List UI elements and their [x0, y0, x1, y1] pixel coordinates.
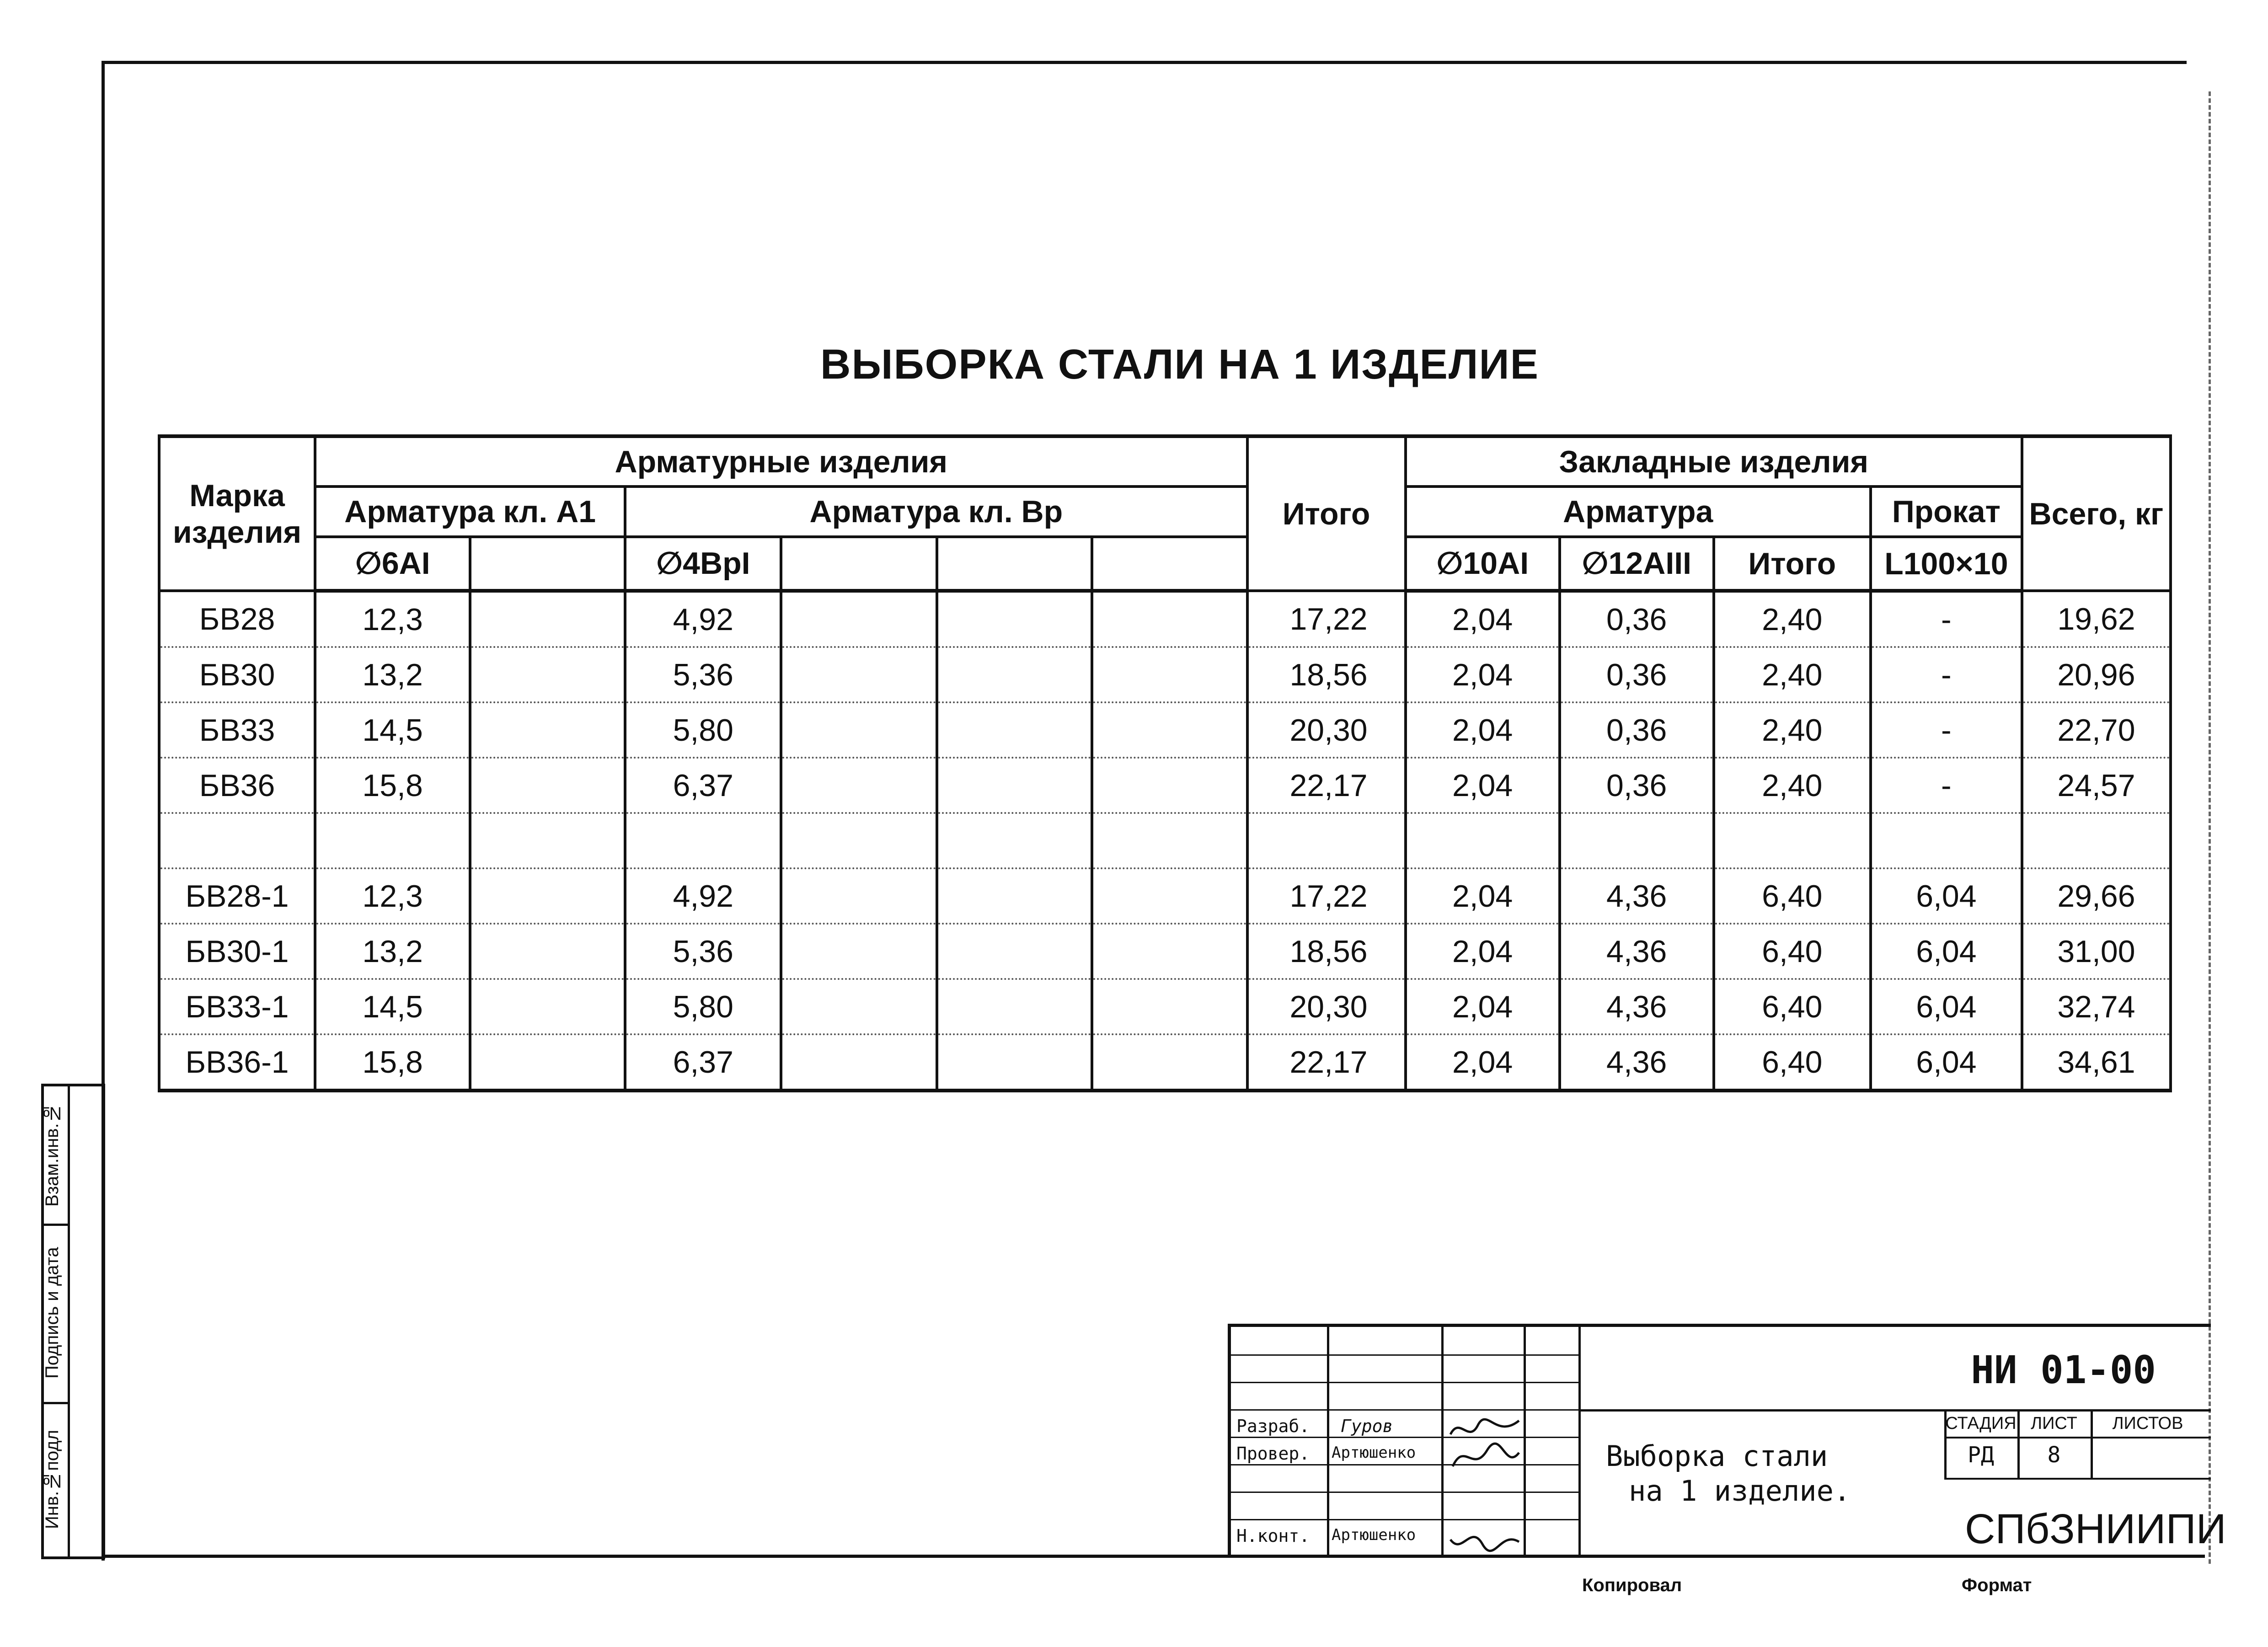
cell-d10: 2,04: [1406, 647, 1560, 702]
cell-d4: 6,37: [625, 1034, 781, 1091]
cell-itogo: 17,22: [1247, 591, 1406, 647]
cell-empty: [937, 924, 1092, 979]
cell-prokat: 6,04: [1871, 1034, 2022, 1091]
cell-total: 20,96: [2022, 647, 2171, 702]
cell-itogo-embedded: 6,40: [1714, 868, 1871, 924]
cell-mark: БВ36-1: [159, 1034, 315, 1091]
cell-mark: БВ33-1: [159, 979, 315, 1034]
cell-empty: [781, 924, 937, 979]
name-norm-control: Артюшенко: [1332, 1526, 1416, 1544]
table-row: [159, 924, 2171, 979]
stamp-row-line: [1231, 1354, 1578, 1356]
organization-name: СПбЗНИИПИ: [1965, 1506, 2226, 1552]
header-armatura: Арматура: [1406, 487, 1871, 537]
cell-itogo-embedded: 2,40: [1714, 758, 1871, 813]
cell-empty: [470, 1034, 625, 1091]
stamp-row-line: [1231, 1492, 1578, 1493]
cell-itogo: 20,30: [1247, 702, 1406, 758]
sheets-label: ЛИСТОВ: [2112, 1414, 2183, 1433]
cell-itogo: 18,56: [1247, 924, 1406, 979]
stage-label: СТАДИЯ: [1945, 1414, 2017, 1433]
cell-itogo-embedded: 6,40: [1714, 1034, 1871, 1091]
stamp-col-line: [1327, 1327, 1329, 1557]
stamp-col-line: [1524, 1327, 1526, 1557]
stamp-col-line: [1441, 1327, 1444, 1557]
cell-itogo-embedded: 2,40: [1714, 702, 1871, 758]
cell-d4: 5,36: [625, 924, 781, 979]
cell-empty: [937, 647, 1092, 702]
cell-d12: 0,36: [1560, 591, 1714, 647]
header-empty: [470, 537, 625, 591]
cell-prokat: 6,04: [1871, 868, 2022, 924]
cell-empty: [470, 924, 625, 979]
sheet-label: ЛИСТ: [2031, 1414, 2077, 1433]
cell-itogo: 22,17: [1247, 1034, 1406, 1091]
cell-empty: [781, 591, 937, 647]
cell-empty: [1092, 868, 1247, 924]
name-checker: Артюшенко: [1332, 1444, 1416, 1462]
footer-format: Формат: [1962, 1575, 2032, 1595]
table-row: [159, 647, 2171, 702]
header-total-kg: Всего, кг: [2022, 436, 2171, 591]
cell-empty: [470, 702, 625, 758]
page-title: ВЫБОРКА СТАЛИ НА 1 ИЗДЕЛИЕ: [820, 341, 1539, 388]
cell-empty: [1092, 924, 1247, 979]
cell-empty: [781, 647, 937, 702]
cell-empty: [781, 979, 937, 1034]
cell-d6: 14,5: [315, 979, 470, 1034]
cell-prokat: [1871, 813, 2022, 868]
cell-empty: [1092, 758, 1247, 813]
table-row: [159, 868, 2171, 924]
cell-d10: 2,04: [1406, 924, 1560, 979]
cell-empty: [937, 702, 1092, 758]
table-row: [159, 591, 2171, 647]
cell-total: 22,70: [2022, 702, 2171, 758]
header-embedded-products: Закладные изделия: [1406, 436, 2022, 487]
role-checker: Провер.: [1236, 1444, 1310, 1464]
stamp-row-line: [1231, 1519, 1578, 1520]
cell-empty: [781, 868, 937, 924]
table-row: [159, 813, 2171, 868]
cell-prokat: 6,04: [1871, 924, 2022, 979]
cell-empty: [1092, 647, 1247, 702]
cell-empty: [781, 758, 937, 813]
header-itogo-embedded: Итого: [1714, 537, 1871, 591]
cell-d4: [625, 813, 781, 868]
header-prokat: Прокат: [1871, 487, 2022, 537]
footer-copied: Копировал: [1582, 1575, 1682, 1595]
header-itogo: Итого: [1247, 436, 1406, 591]
cell-empty: [781, 813, 937, 868]
cell-empty: [937, 979, 1092, 1034]
role-developer: Разраб.: [1236, 1416, 1310, 1436]
cell-d6: 13,2: [315, 924, 470, 979]
cell-d12: 4,36: [1560, 1034, 1714, 1091]
cell-total: 24,57: [2022, 758, 2171, 813]
cell-itogo-embedded: 2,40: [1714, 647, 1871, 702]
header-empty: [937, 537, 1092, 591]
cell-d10: 2,04: [1406, 591, 1560, 647]
cell-empty: [937, 758, 1092, 813]
cell-empty: [937, 1034, 1092, 1091]
cell-mark: БВ30: [159, 647, 315, 702]
name-developer: Гуров: [1341, 1416, 1393, 1436]
cell-d6: 12,3: [315, 868, 470, 924]
stage-value: РД: [1968, 1442, 1994, 1468]
cell-total: 29,66: [2022, 868, 2171, 924]
cell-prokat: -: [1871, 647, 2022, 702]
cell-empty: [470, 647, 625, 702]
stamp-row-line: [1231, 1409, 1578, 1411]
cell-empty: [470, 813, 625, 868]
sheet-value: 8: [2047, 1442, 2061, 1468]
cell-d12: 4,36: [1560, 979, 1714, 1034]
cell-itogo: 17,22: [1247, 868, 1406, 924]
cell-empty: [470, 591, 625, 647]
document-code: НИ 01-00: [1971, 1348, 2156, 1392]
cell-itogo-embedded: 2,40: [1714, 591, 1871, 647]
cell-d6: 12,3: [315, 591, 470, 647]
stamp-row-line: [1231, 1382, 1578, 1383]
table-body: [159, 591, 2171, 1091]
header-d10: ∅10АI: [1406, 537, 1560, 591]
cell-d4: 4,92: [625, 868, 781, 924]
cell-d4: 5,80: [625, 979, 781, 1034]
stamp-wide-line: [1578, 1409, 2211, 1412]
cell-d12: 0,36: [1560, 758, 1714, 813]
cell-itogo: 18,56: [1247, 647, 1406, 702]
cell-total: 19,62: [2022, 591, 2171, 647]
table-row: [159, 979, 2171, 1034]
strip-replace-inv-label: Взам.инв.№: [42, 1103, 62, 1207]
cell-d6: [315, 813, 470, 868]
header-empty: [1092, 537, 1247, 591]
cell-itogo-embedded: 6,40: [1714, 979, 1871, 1034]
cell-itogo-embedded: 6,40: [1714, 924, 1871, 979]
cell-d12: 4,36: [1560, 924, 1714, 979]
document-name: [1606, 1439, 1851, 1508]
cell-d12: 0,36: [1560, 647, 1714, 702]
cell-prokat: 6,04: [1871, 979, 2022, 1034]
table-row: [159, 1034, 2171, 1091]
header-reinforcement-products: Арматурные изделия: [315, 436, 1247, 487]
cell-d10: 2,04: [1406, 702, 1560, 758]
header-class-bp: Арматура кл. Вр: [625, 487, 1247, 537]
cell-empty: [470, 979, 625, 1034]
cell-empty: [937, 813, 1092, 868]
cell-mark: БВ28-1: [159, 868, 315, 924]
header-l100: L100×10: [1871, 537, 2022, 591]
cell-mark: БВ33: [159, 702, 315, 758]
cell-mark: БВ28: [159, 591, 315, 647]
cell-empty: [470, 868, 625, 924]
signature-norm-control: [1446, 1521, 1524, 1558]
signature-checker: [1446, 1439, 1524, 1476]
header-class-a1: Арматура кл. А1: [315, 487, 625, 537]
title-block: [1228, 1324, 2226, 1557]
cell-mark: БВ36: [159, 758, 315, 813]
side-approval-strip: [41, 1084, 105, 1559]
cell-itogo: [1247, 813, 1406, 868]
cell-d6: 15,8: [315, 758, 470, 813]
cell-prokat: -: [1871, 591, 2022, 647]
header-d12: ∅12АIII: [1560, 537, 1714, 591]
cell-mark: БВ30-1: [159, 924, 315, 979]
cell-empty: [781, 702, 937, 758]
cell-d4: 4,92: [625, 591, 781, 647]
table-row: [159, 758, 2171, 813]
cell-mark: [159, 813, 315, 868]
cell-itogo: 22,17: [1247, 758, 1406, 813]
cell-d10: 2,04: [1406, 979, 1560, 1034]
cell-d10: 2,04: [1406, 1034, 1560, 1091]
cell-d6: 13,2: [315, 647, 470, 702]
cell-empty: [1092, 1034, 1247, 1091]
cell-total: 31,00: [2022, 924, 2171, 979]
stamp-row-line: [1944, 1478, 2211, 1480]
cell-d10: 2,04: [1406, 868, 1560, 924]
cell-d6: 15,8: [315, 1034, 470, 1091]
cell-empty: [781, 1034, 937, 1091]
cell-total: 32,74: [2022, 979, 2171, 1034]
cell-empty: [937, 591, 1092, 647]
cell-empty: [470, 758, 625, 813]
strip-signature-date-label: Подпись и дата: [42, 1247, 62, 1379]
cell-itogo: 20,30: [1247, 979, 1406, 1034]
cell-d6: 14,5: [315, 702, 470, 758]
document-name-line2: на 1 изделие.: [1629, 1474, 1851, 1508]
cell-d10: 2,04: [1406, 758, 1560, 813]
header-empty: [781, 537, 937, 591]
header-mark: Марка изделия: [159, 436, 315, 591]
cell-d4: 5,80: [625, 702, 781, 758]
cell-prokat: -: [1871, 702, 2022, 758]
cell-empty: [1092, 591, 1247, 647]
header-d4: ∅4ВрI: [625, 537, 781, 591]
cell-d10: [1406, 813, 1560, 868]
cell-d12: 0,36: [1560, 702, 1714, 758]
cell-itogo-embedded: [1714, 813, 1871, 868]
cell-empty: [1092, 813, 1247, 868]
cell-d4: 5,36: [625, 647, 781, 702]
table-row: [159, 702, 2171, 758]
cell-total: [2022, 813, 2171, 868]
cell-empty: [937, 868, 1092, 924]
cell-prokat: -: [1871, 758, 2022, 813]
cell-d4: 6,37: [625, 758, 781, 813]
cell-d12: 4,36: [1560, 868, 1714, 924]
cell-d12: [1560, 813, 1714, 868]
role-norm-control: Н.конт.: [1236, 1526, 1310, 1546]
header-d6: ∅6АI: [315, 537, 470, 591]
stamp-row-line: [1231, 1437, 1578, 1438]
cell-empty: [1092, 702, 1247, 758]
stamp-row-line: [1231, 1464, 1578, 1465]
cell-total: 34,61: [2022, 1034, 2171, 1091]
cell-empty: [1092, 979, 1247, 1034]
steel-selection-table: [158, 434, 2172, 1092]
stamp-row-line: [1944, 1437, 2211, 1438]
document-name-line1: Выборка стали: [1606, 1439, 1828, 1473]
strip-inv-no-label: Инв.№подл: [42, 1430, 62, 1529]
stamp-col-line: [1578, 1327, 1581, 1557]
